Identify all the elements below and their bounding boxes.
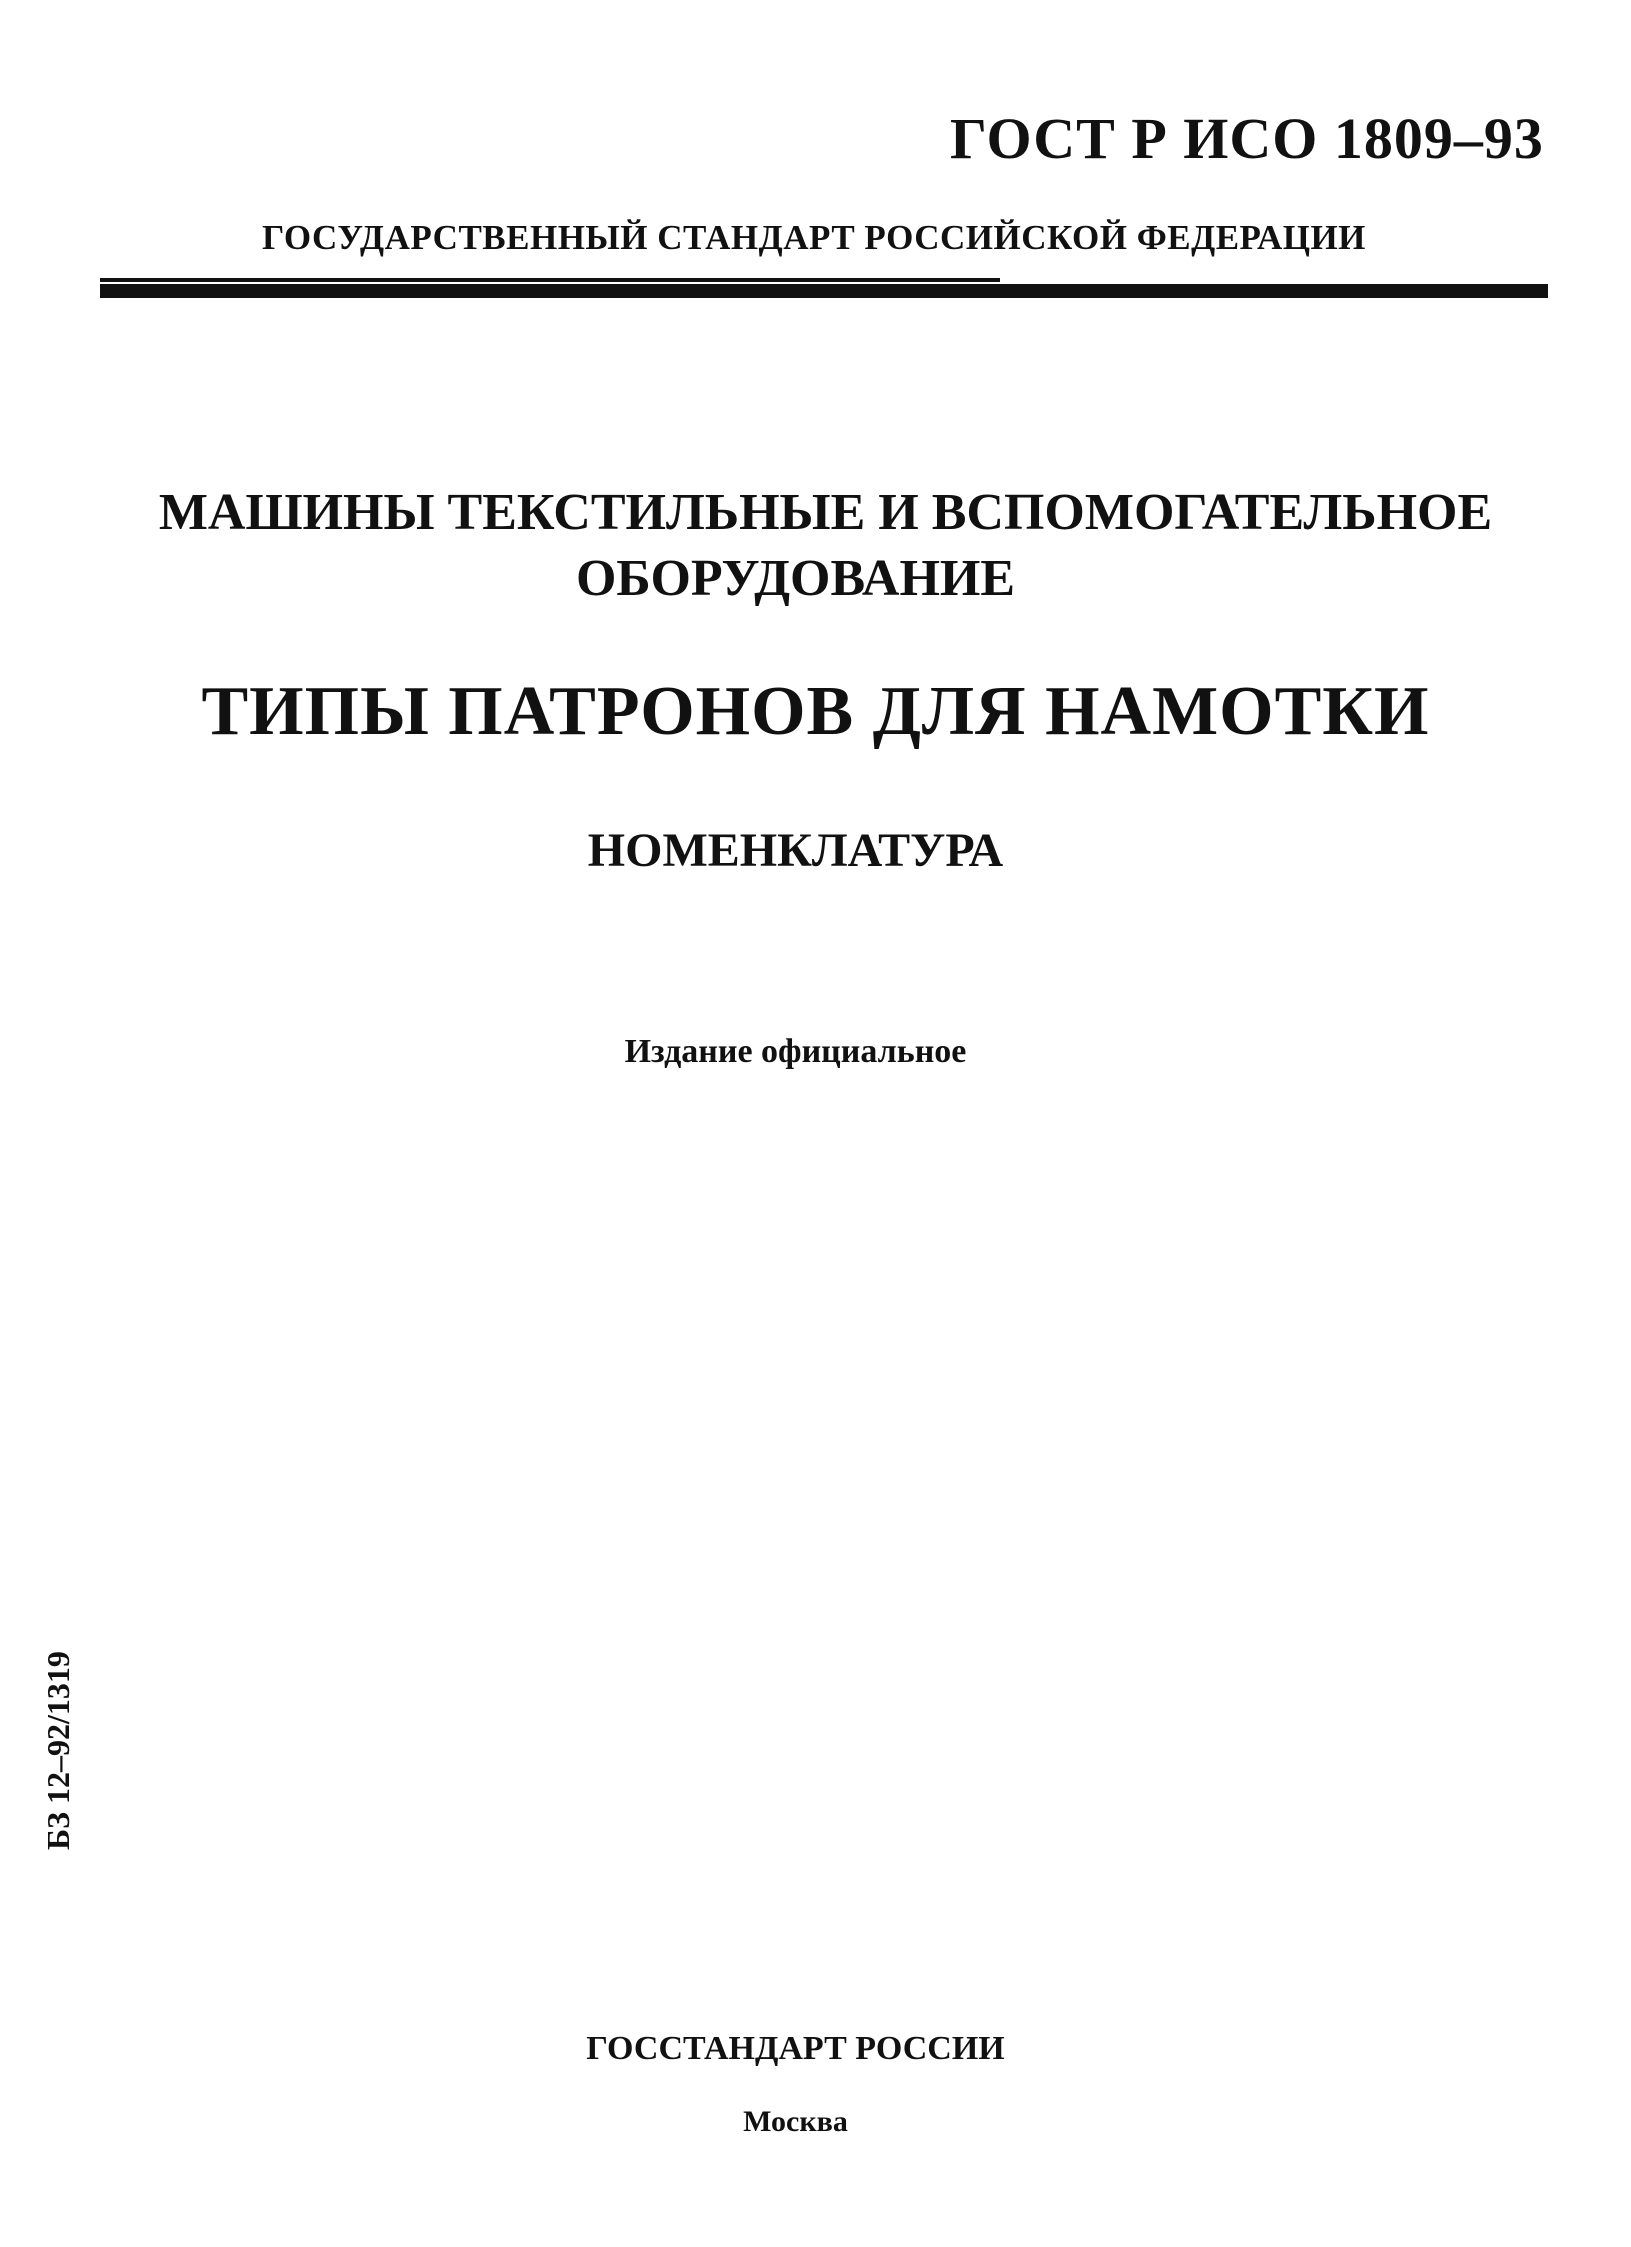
registration-number: БЗ 12–92/1319 bbox=[40, 1651, 76, 1850]
document-subtitle: ТИПЫ ПАТРОНОВ ДЛЯ НАМОТКИ bbox=[201, 673, 1430, 750]
publisher-name: ГОССТАНДАРТ РОССИИ bbox=[586, 2030, 1005, 2067]
edition-label: Издание официальное bbox=[624, 1033, 967, 1070]
document-title bbox=[0, 480, 1631, 612]
standard-code: ГОСТ Р ИСО 1809–93 bbox=[950, 106, 1544, 171]
header-rule bbox=[100, 284, 1548, 298]
title-line-1: МАШИНЫ ТЕКСТИЛЬНЫЕ И ВСПОМОГАТЕЛЬНОЕ bbox=[158, 484, 1493, 541]
publication-city: Москва bbox=[743, 2105, 848, 2138]
nomenclature-heading: НОМЕНКЛАТУРА bbox=[587, 824, 1004, 877]
header-rule-thin bbox=[100, 278, 1000, 282]
standard-type-heading: ГОСУДАРСТВЕННЫЙ СТАНДАРТ РОССИЙСКОЙ ФЕДЕРАЦИИ bbox=[262, 218, 1366, 257]
title-line-2: ОБОРУДОВАНИЕ bbox=[575, 550, 1016, 607]
